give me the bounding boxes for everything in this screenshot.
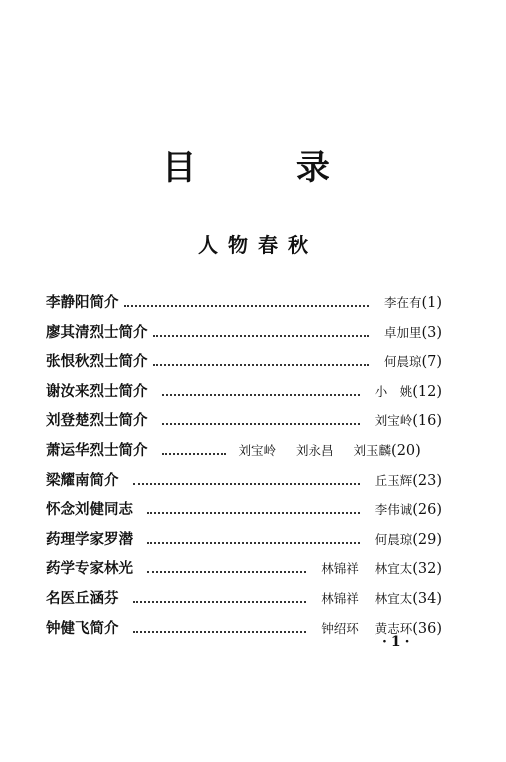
entry-page: (20) <box>391 442 421 459</box>
entry-author: 钟绍环 <box>321 620 359 636</box>
toc-entry <box>46 321 442 351</box>
entry-title: 廖其清烈士简介 <box>46 323 148 341</box>
toc-entry <box>46 350 442 380</box>
entry-author: 李在有 <box>383 295 422 310</box>
entry-page: (34) <box>412 590 442 607</box>
entry-title: 怀念刘健同志 <box>46 501 133 519</box>
entry-author: 丘玉辉 <box>374 472 413 488</box>
dot-leader <box>162 394 360 396</box>
entry-author: 刘宝岭 <box>238 442 277 458</box>
entry-title: 钟健飞简介 <box>46 619 119 637</box>
dot-leader <box>133 483 360 485</box>
entry-title: 名医丘涵芬 <box>46 589 119 607</box>
entry-author: 刘宝岭 <box>374 413 413 429</box>
toc-entry <box>46 291 442 321</box>
dot-leader <box>153 364 369 366</box>
entry-author: 何晨琼 <box>383 354 422 370</box>
entry-author: 黄志环 <box>374 620 413 636</box>
dot-leader <box>153 335 369 337</box>
entry-page: (29) <box>412 531 442 548</box>
entry-author: 林宜太 <box>374 590 413 606</box>
toc-entry <box>46 557 442 587</box>
entry-page: (32) <box>412 561 442 578</box>
entry-title: 萧运华烈士简介 <box>46 441 148 459</box>
toc-entry <box>46 587 442 617</box>
entry-author: 林锦祥 <box>321 561 359 577</box>
entry-author: 何晨琼 <box>374 531 413 547</box>
entry-page: (12) <box>412 383 442 400</box>
toc-entry <box>46 380 442 410</box>
toc-entry <box>46 439 442 469</box>
entry-author: 刘玉麟 <box>353 442 392 458</box>
dot-leader <box>133 601 307 603</box>
entry-title: 谢汝来烈士简介 <box>46 382 148 400</box>
entry-author: 林宜太 <box>374 561 413 577</box>
entry-page: (23) <box>412 472 442 489</box>
entry-author: 林锦祥 <box>321 590 359 606</box>
dot-leader <box>162 423 360 425</box>
dot-leader <box>147 512 360 514</box>
entry-author: 刘永昌 <box>296 442 334 458</box>
entry-page: (36) <box>412 620 442 637</box>
dot-leader <box>147 571 306 573</box>
entry-title: 梁耀南简介 <box>46 471 119 489</box>
dot-leader <box>133 631 307 633</box>
entry-title: 药理学家罗潜 <box>46 530 133 548</box>
entry-title: 刘登楚烈士简介 <box>46 412 148 430</box>
entry-author: 卓加里 <box>383 324 422 340</box>
toc-entry <box>46 498 442 528</box>
entry-title: 张恨秋烈士简介 <box>46 353 148 371</box>
entry-title: 药学专家林光 <box>46 560 133 578</box>
entry-title: 李静阳简介 <box>46 294 119 311</box>
entry-page: (7) <box>421 354 442 371</box>
entry-page: (3) <box>421 324 442 341</box>
entry-page: (1) <box>421 295 442 311</box>
toc-entry <box>46 409 442 439</box>
toc-entry <box>46 469 442 499</box>
dot-leader <box>124 305 369 307</box>
page-title: 目 录 <box>162 148 374 188</box>
dot-leader <box>147 542 360 544</box>
entry-author: 小 姚 <box>374 383 413 399</box>
toc-list <box>46 291 442 646</box>
entry-page: (26) <box>412 502 442 519</box>
entry-page: (16) <box>412 413 442 430</box>
page-number: ·1· <box>382 634 414 650</box>
section-heading: 人物春秋 <box>198 233 318 257</box>
toc-entry <box>46 528 442 558</box>
dot-leader <box>162 453 226 455</box>
entry-author: 李伟诚 <box>374 502 413 518</box>
